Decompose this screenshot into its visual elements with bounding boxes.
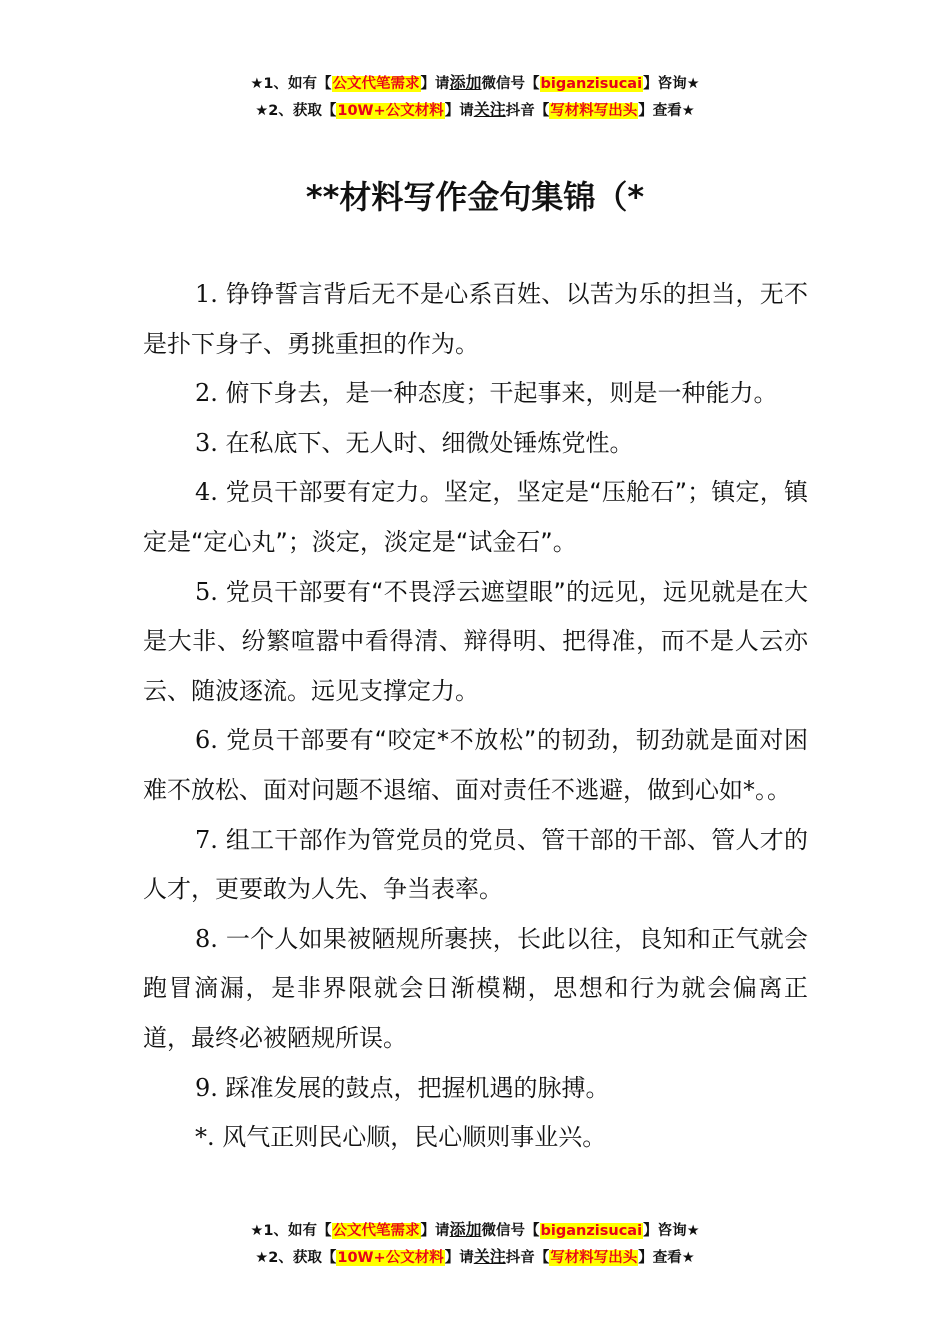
paragraph-text: 踩准发展的鼓点，把握机遇的脉搏。 [225,1073,610,1102]
banner-text: ★1、如有【 [250,1223,332,1239]
banner-text: ★1、如有【 [250,76,332,92]
banner-text: 】请 [420,76,450,92]
paragraph [143,419,808,469]
banner-text: 】请 [420,1223,450,1239]
paragraph-text: 组工干部作为管党员的党员、管干部的干部、管人才的人才，更要敢为人先、争当表率。 [143,825,808,904]
footer-banner [0,1217,950,1271]
banner-emphasis: 添加 [449,73,482,92]
banner-highlight: biganzisucai [540,1223,643,1239]
paragraph [143,1064,808,1114]
paragraph [143,568,808,717]
paragraph-text: 党员干部要有定力。坚定，坚定是“压舱石”；镇定，镇定是“定心丸”；淡定，淡定是“试金石”。 [143,478,808,556]
banner-text: 】咨询★ [643,76,700,92]
banner-text: 抖音【 [505,103,550,119]
paragraph-text: 一个人如果被陋规所裹挟，长此以往，良知和正气就会跑冒滴漏，是非界限就会日渐模糊，思想和行为就会偏离正道，最终必被陋规所误。 [143,924,808,1052]
paragraph [143,716,808,815]
banner-highlight: 公文代笔需求 [332,1223,420,1239]
banner-emphasis: 添加 [449,1220,482,1239]
banner-text: 】请 [444,103,474,119]
footer-line-1 [0,1217,950,1244]
banner-text: 】请 [444,1250,474,1266]
paragraph-number: *. [195,1123,215,1152]
header-banner [0,70,950,124]
paragraph-text: 铮铮誓言背后无不是心系百姓、以苦为乐的担当，无不是扑下身子、勇挑重担的作为。 [143,280,808,358]
banner-text: 微信号【 [481,76,540,92]
banner-text: 微信号【 [481,1223,540,1239]
paragraph-number: 5. [195,577,218,606]
paragraph-text: 在私底下、无人时、细微处锤炼党性。 [225,428,634,457]
paragraph-text: 俯下身去，是一种态度；干起事来，则是一种能力。 [225,379,778,408]
banner-highlight: 10W+公文材料 [337,1250,444,1266]
paragraph [143,369,808,419]
paragraph-text: 风气正则民心顺，民心顺则事业兴。 [222,1123,607,1152]
banner-text: ★2、获取【 [255,1250,337,1266]
header-line-2 [0,97,950,124]
footer-line-2 [0,1244,950,1271]
paragraph [143,816,808,915]
banner-highlight: 写材料写出头 [550,103,638,119]
banner-text: 抖音【 [505,1250,550,1266]
banner-emphasis: 关注 [473,1247,506,1266]
banner-highlight: 公文代笔需求 [332,76,420,92]
paragraph [143,468,808,567]
paragraph-number: 9. [195,1073,218,1102]
paragraph-number: 1. [195,280,218,308]
paragraph-text: 党员干部要有“不畏浮云遮望眼”的远见，远见就是在大是大非、纷繁喧嚣中看得清、辩得明、把得准，而不是人云亦云、随波逐流。远见支撑定力。 [143,577,808,705]
paragraph [143,1113,808,1163]
paragraph-text: 党员干部要有“咬定*不放松”的韧劲，韧劲就是面对困难不放松、面对问题不退缩、面对责任不逃避，做到心如*。。 [143,726,808,804]
paragraph [143,915,808,1064]
paragraph-number: 4. [195,478,218,507]
banner-highlight: 写材料写出头 [550,1250,638,1266]
document-title: **材料写作金句集锦（* [305,178,645,216]
banner-highlight: biganzisucai [540,76,643,92]
paragraph-number: 8. [195,924,218,953]
paragraph-number: 7. [195,825,218,854]
banner-text: ★2、获取【 [255,103,337,119]
paragraph [143,270,808,369]
banner-text: 】查看★ [638,103,695,119]
header-line-1 [0,70,950,97]
banner-highlight: 10W+公文材料 [337,103,444,119]
document-body [143,270,808,1163]
paragraph-number: 3. [195,428,218,457]
banner-text: 】查看★ [638,1250,695,1266]
paragraph-number: 6. [195,726,218,755]
paragraph-number: 2. [195,379,218,408]
banner-emphasis: 关注 [473,100,506,119]
banner-text: 】咨询★ [643,1223,700,1239]
